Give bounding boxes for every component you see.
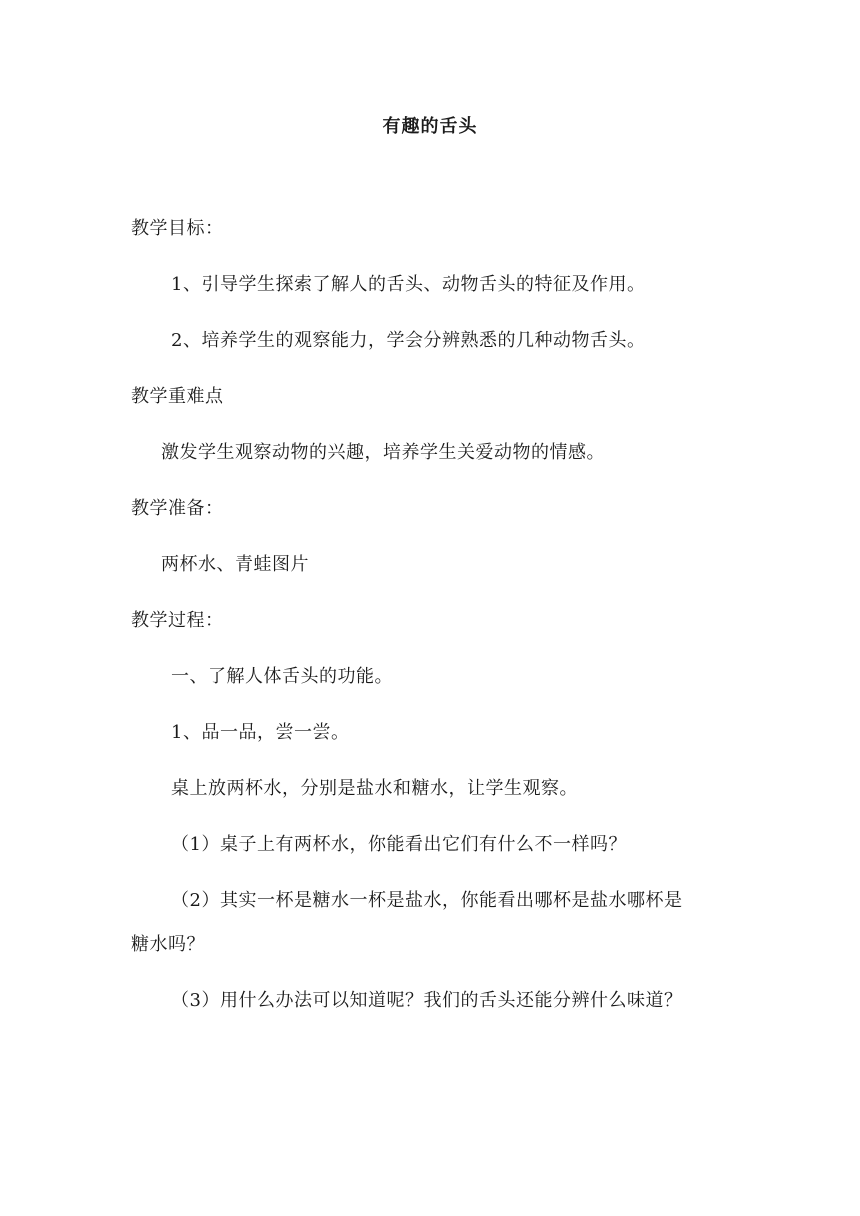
question-1: （1）桌子上有两杯水，你能看出它们有什么不一样吗？ bbox=[171, 834, 627, 855]
heading-teaching-process: 教学过程： bbox=[131, 610, 224, 631]
document-title: 有趣的舌头 bbox=[382, 116, 478, 137]
question-3: （3）用什么办法可以知道呢？我们的舌头还能分辨什么味道？ bbox=[171, 990, 683, 1011]
goal-item-2: 2、培养学生的观察能力，学会分辨熟悉的几种动物舌头。 bbox=[171, 330, 646, 351]
goal-item-1: 1、引导学生探索了解人的舌头、动物舌头的特征及作用。 bbox=[171, 274, 646, 295]
heading-teaching-prep: 教学准备： bbox=[131, 498, 224, 519]
question-2-line-2: 糖水吗？ bbox=[131, 934, 205, 955]
question-2-line-1: （2）其实一杯是糖水一杯是盐水，你能看出哪杯是盐水哪杯是 bbox=[171, 890, 683, 911]
key-difficulty-text: 激发学生观察动物的兴趣，培养学生关爱动物的情感。 bbox=[161, 442, 605, 463]
process-section-1: 一、了解人体舌头的功能。 bbox=[171, 666, 393, 687]
heading-key-difficulties: 教学重难点 bbox=[131, 386, 224, 407]
process-step-1: 1、品一品，尝一尝。 bbox=[171, 722, 350, 743]
teaching-prep-text: 两杯水、青蛙图片 bbox=[161, 554, 309, 575]
heading-teaching-goals: 教学目标： bbox=[131, 218, 224, 239]
process-step-1-text: 桌上放两杯水，分别是盐水和糖水，让学生观察。 bbox=[171, 778, 578, 799]
